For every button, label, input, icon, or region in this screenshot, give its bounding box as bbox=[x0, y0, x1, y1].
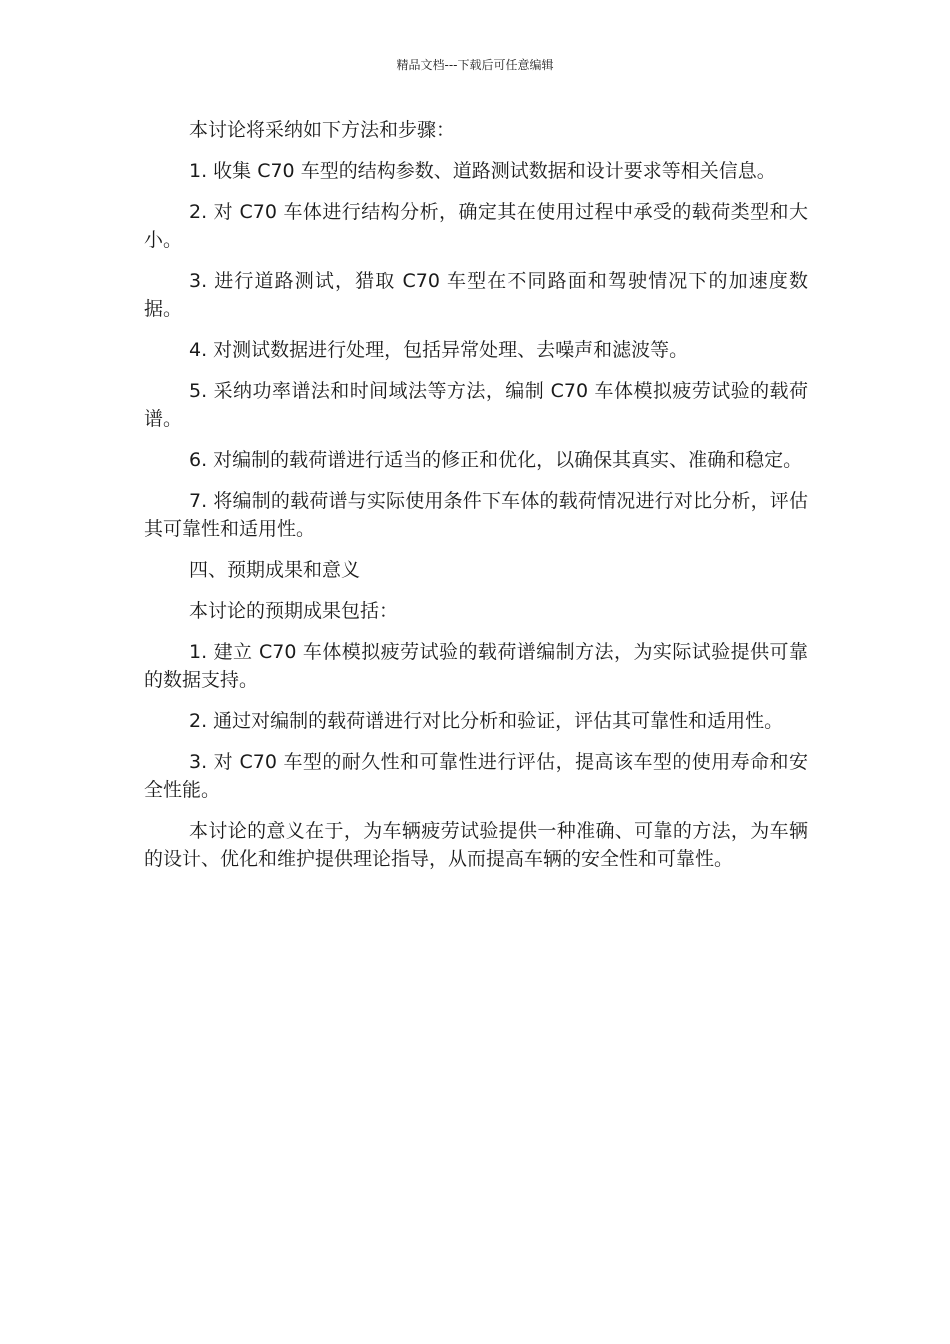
paragraph-outcomes-intro: 本讨论的预期成果包括： bbox=[189, 600, 399, 622]
paragraph-methods-intro: 本讨论将采纳如下方法和步骤： bbox=[189, 119, 456, 141]
document-body bbox=[144, 116, 808, 886]
paragraph-method-5: 5. 采纳功率谱法和时间域法等方法，编制 C70 车体模拟疲劳试验的载荷谱。 bbox=[144, 380, 808, 430]
paragraph-outcome-1: 1. 建立 C70 车体模拟疲劳试验的载荷谱编制方法，为实际试验提供可靠的数据支持。 bbox=[144, 641, 808, 691]
paragraph-method-1: 1. 收集 C70 车型的结构参数、道路测试数据和设计要求等相关信息。 bbox=[189, 160, 776, 182]
paragraph-method-3: 3. 进行道路测试，猎取 C70 车型在不同路面和驾驶情况下的加速度数据。 bbox=[144, 270, 808, 320]
paragraph-outcome-3: 3. 对 C70 车型的耐久性和可靠性进行评估，提高该车型的使用寿命和安全性能。 bbox=[144, 751, 808, 801]
paragraph-method-7: 7. 将编制的载荷谱与实际使用条件下车体的载荷情况进行对比分析，评估其可靠性和适用性。 bbox=[144, 490, 808, 540]
paragraph-method-2: 2. 对 C70 车体进行结构分析，确定其在使用过程中承受的载荷类型和大小。 bbox=[144, 201, 808, 251]
paragraph-method-6: 6. 对编制的载荷谱进行适当的修正和优化，以确保其真实、准确和稳定。 bbox=[189, 449, 803, 471]
paragraph-significance: 本讨论的意义在于，为车辆疲劳试验提供一种准确、可靠的方法，为车辆的设计、优化和维护提供理论指导，从而提高车辆的安全性和可靠性。 bbox=[144, 820, 808, 870]
paragraph-outcome-2: 2. 通过对编制的载荷谱进行对比分析和验证，评估其可靠性和适用性。 bbox=[189, 710, 784, 732]
section-heading-outcomes: 四、预期成果和意义 bbox=[189, 559, 361, 581]
paragraph-method-4: 4. 对测试数据进行处理，包括异常处理、去噪声和滤波等。 bbox=[189, 339, 689, 361]
page-header: 精品文档---下载后可任意编辑 bbox=[396, 58, 554, 72]
